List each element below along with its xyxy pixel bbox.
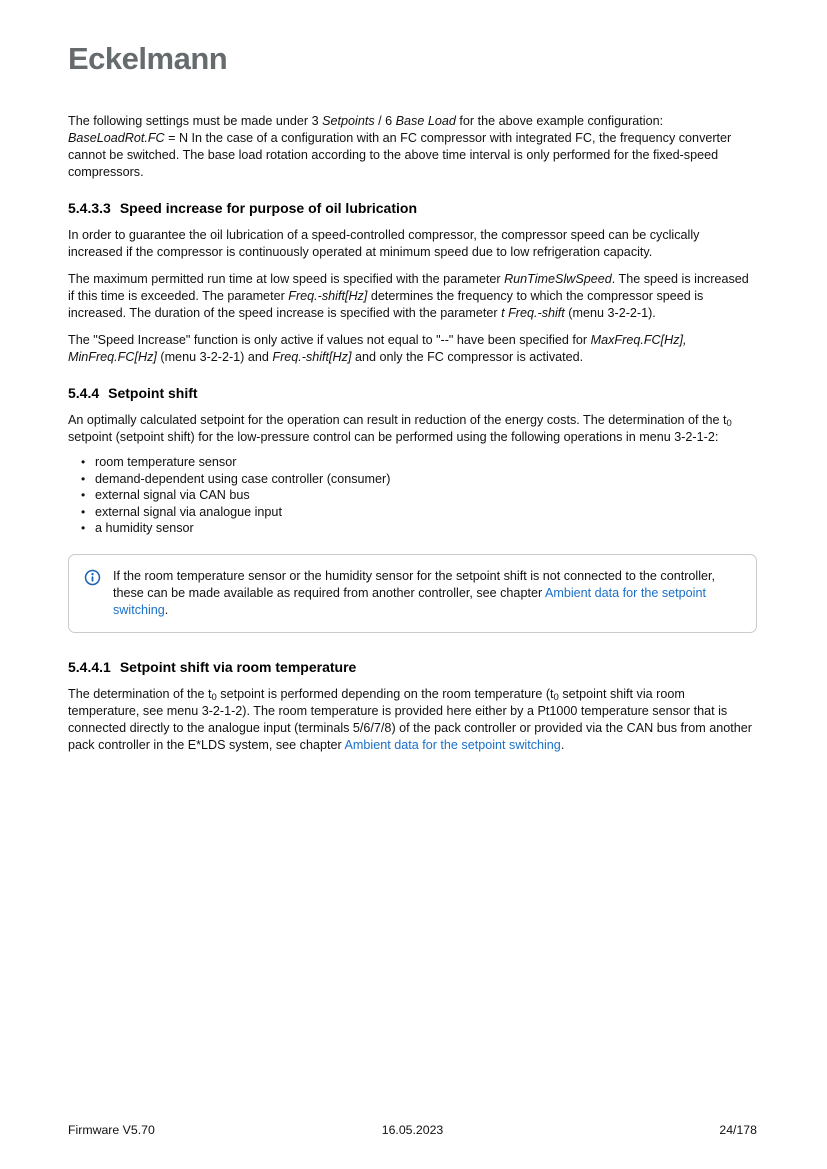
list-item: • external signal via CAN bus [81, 487, 757, 504]
text-run: In order to guarantee the oil lubrication of a speed-controlled compressor, the compressor speed can be cyclically increased if the compressor is continuously operated at minimum speed due to low refrigeration capacity. [68, 228, 700, 259]
text-run: The determination of the t [68, 686, 212, 701]
heading-number: 5.4.4.1 [68, 658, 111, 675]
text-run: . [164, 602, 169, 617]
info-box [68, 554, 757, 633]
footer-date: 16.05.2023 [381, 1123, 444, 1137]
section-heading-5-4-4 [68, 384, 757, 402]
footer-firmware-version: Firmware V5.70 [68, 1123, 155, 1137]
list-item: • demand-dependent using case controller (consumer) [81, 471, 757, 488]
paragraph [68, 332, 757, 366]
text-run: and only the FC compressor is activated. [351, 350, 584, 364]
section-heading-5-4-4-1 [68, 658, 757, 676]
footer-page-number: 24/178 [719, 1123, 757, 1137]
heading-title: Setpoint shift via room temperature [119, 658, 357, 675]
heading-number: 5.4.4 [68, 385, 100, 401]
info-icon [84, 569, 101, 586]
paragraph [68, 412, 757, 446]
bullet-list [68, 454, 757, 537]
document-content [68, 113, 757, 754]
heading-number: 5.4.3.3 [68, 200, 111, 216]
text-run: If the room temperature sensor or the humidity sensor for the setpoint shift is not connected to the controller, these can be made available as required from another controller, see chapter [113, 568, 716, 600]
section-heading-5-4-3-3 [68, 199, 757, 217]
paragraph [68, 113, 757, 181]
italic-text: RunTimeSlwSpeed [504, 272, 612, 286]
italic-text: MaxFreq.FC[Hz], MinFreq.FC[Hz] [68, 333, 687, 364]
text-run: / 6 [374, 114, 396, 128]
paragraph [68, 686, 757, 754]
eckelmann-logo: Eckelmann [68, 41, 228, 76]
list-item: • room temperature sensor [81, 454, 757, 471]
subscript-text: 0 [553, 691, 559, 703]
text-run: . The speed is increased if this time is exceeded. The parameter [68, 272, 749, 303]
italic-text: Freq.-shift[Hz] [288, 289, 368, 303]
list-item: • external signal via analogue input [81, 504, 757, 521]
subscript-text: 0 [211, 691, 217, 703]
italic-text: Freq.-shift[Hz] [272, 350, 352, 364]
text-run: for the above example configuration: [455, 114, 664, 128]
text-run: The "Speed Increase" function is only active if values not equal to "--" have been specified for [68, 333, 591, 347]
text-run: (menu 3-2-2-1). [564, 306, 656, 320]
list-item: • a humidity sensor [81, 520, 757, 537]
text-run: setpoint is performed depending on the room temperature (t [216, 686, 554, 701]
text-run: An optimally calculated setpoint for the operation can result in reduction of the energy costs. The determination of the t [68, 413, 727, 427]
text-run: The following settings must be made under 3 [68, 114, 323, 128]
text-run: . [560, 737, 565, 752]
italic-text: Setpoints [322, 114, 375, 128]
text-run: (menu 3-2-2-1) and [156, 350, 273, 364]
paragraph [68, 271, 757, 322]
italic-text: t Freq.-shift [501, 306, 565, 320]
heading-title: Setpoint shift [108, 385, 198, 401]
text-run: setpoint (setpoint shift) for the low-pressure control can be performed using the following operations in menu 3-2-1-2: [68, 430, 719, 444]
paragraph [68, 227, 757, 261]
info-box-text [113, 568, 740, 619]
text-run: = N In the case of a configuration with an FC compressor with integrated FC, the frequency converter cannot be switched. The base load rotation according to the above time interval is only performed for the fixed-speed compressors. [68, 131, 732, 179]
page-footer [68, 1123, 757, 1137]
heading-title: Speed increase for purpose of oil lubrication [119, 200, 417, 216]
italic-text: BaseLoadRot.FC [68, 131, 165, 145]
subscript-text: 0 [726, 418, 732, 429]
text-run: The maximum permitted run time at low speed is specified with the parameter [68, 272, 505, 286]
text-run: setpoint shift via room temperature, see menu 3-2-1-2). The room temperature is provided here either by a Pt1000 temperature sensor that is connected directly to the analogue input (terminals 5/6/7/8) of the pack controller or provided via the CAN bus from another pack controller in the E*LDS system, see chapter [68, 686, 752, 752]
ambient-data-link-note[interactable]: Ambient data for the setpoint switching [113, 585, 706, 617]
italic-text: Base Load [395, 114, 456, 128]
text-run: determines the frequency to which the compressor speed is increased. The duration of the speed increase is specified with the parameter [68, 289, 704, 320]
ambient-data-link-body[interactable]: Ambient data for the setpoint switching [344, 737, 561, 752]
